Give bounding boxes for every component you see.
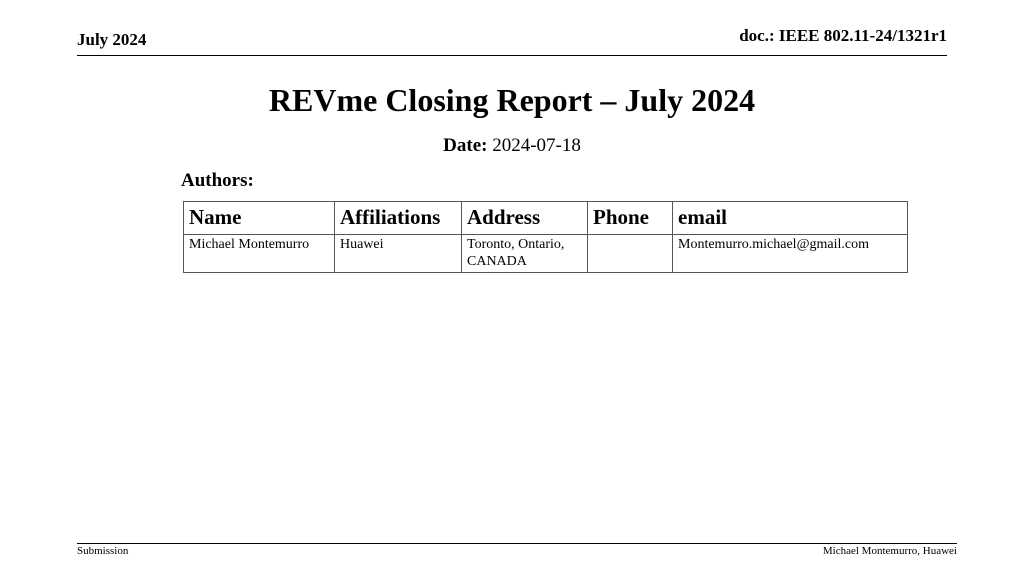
column-header-address: Address (462, 202, 588, 235)
table-row (184, 235, 908, 273)
column-header-email: email (673, 202, 908, 235)
authors-label: Authors: (181, 170, 254, 191)
footer-author: Michael Montemurro, Huawei (822, 545, 957, 557)
author-affiliation: Huawei (335, 235, 462, 273)
author-phone (588, 235, 673, 273)
date-label: Date: (443, 135, 488, 156)
author-email: Montemurro.michael@gmail.com (673, 235, 908, 273)
date-line (0, 135, 1024, 157)
header-doc-id: doc.: IEEE 802.11-24/1321r1 (739, 26, 947, 45)
authors-table (183, 201, 908, 273)
author-address: Toronto, Ontario, CANADA (462, 235, 588, 273)
date-value: 2024-07-18 (492, 135, 581, 156)
column-header-phone: Phone (588, 202, 673, 235)
header-divider (77, 55, 947, 56)
column-header-affiliations: Affiliations (335, 202, 462, 235)
header-date: July 2024 (77, 30, 147, 49)
slide-title: REVme Closing Report – July 2024 (268, 82, 756, 118)
author-name: Michael Montemurro (184, 235, 335, 273)
authors-header-row (184, 202, 908, 235)
footer-divider (77, 543, 957, 544)
footer-submission: Submission (77, 545, 129, 557)
column-header-name: Name (184, 202, 335, 235)
